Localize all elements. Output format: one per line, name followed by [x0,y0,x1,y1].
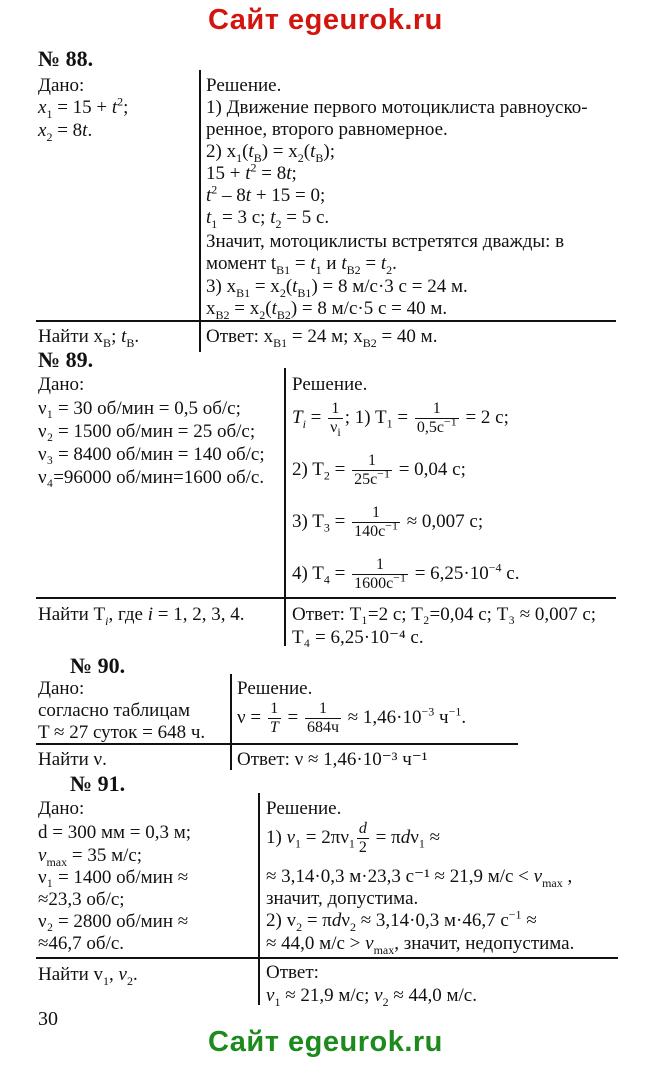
p89-sol-T4: 4) $T_4$ = $\frac{1}{1600c^{-1}}$ = $6,25\cdot 10^{-4}$ с. [292,556,520,592]
p88-find: Найти $x_В$; $t_В$. [38,326,140,350]
p88-sol-line-3: 2) $x_1(t_В) = x_2(t_В)$; [206,141,335,165]
p90-divider-vertical [230,674,232,770]
p89-find: Найти $T_i$, где i = 1, 2, 3, 4. [38,604,245,628]
p91-sol-line-5: ≈ 44,0 $м/с > v_{max}$, значит, недопустима. [266,933,575,957]
site-footer: Сайт egeurok.ru [208,1026,443,1058]
p88-solution-label: Решение. [206,75,282,96]
p91-sol-line-1: 1) $v_1 = 2\pi\nu_1$ $\frac{d}{2}$ = πdν$_1$ ≈ [266,820,441,856]
p88-divider-vertical [199,70,201,352]
p91-given-5: ν₂ = 2800 об/мин ≈ [38,911,189,932]
p88-sol-line-9: 3) $x_{В1} = x_2(t_{В1}) = 8$ м/с·3 с = 24 м. [206,276,468,300]
p88-divider-horizontal [36,320,616,322]
p90-given-1: согласно таблицам [38,700,190,721]
site-header: Сайт egeurok.ru [208,4,443,36]
p89-given-4: ν₄=96000 об/мин=1600 об/с. [38,467,265,488]
p88-given-2: $x_2 = 8t$. [38,120,93,144]
p91-given-2: $v_{max} = 35$ м/с; [38,845,143,869]
p91-sol-line-3: значит, допустима. [266,888,419,909]
p88-sol-line-7: Значит, мотоциклисты встретятся дважды: в [206,231,565,252]
p89-sol-T3: 3) $T_3$ = $\frac{1}{140c^{-1}}$ ≈ 0,007 с; [292,504,484,540]
p91-divider-horizontal [36,957,618,959]
p89-given-label: Дано: [38,374,85,395]
p89-given-2: ν₂ = 1500 об/мин = 25 об/с; [38,421,256,442]
p90-given-label: Дано: [38,678,85,699]
p89-divider-vertical [284,368,286,646]
p89-given-3: ν₃ = 8400 об/мин = 140 об/с; [38,444,265,465]
p89-solution-label: Решение. [292,374,368,395]
p91-given-3: ν₁ = 1400 об/мин ≈ [38,867,189,888]
p89-sol-T2: 2) $T_2$ = $\frac{1}{25c^{-1}}$ = 0,04 с; [292,452,466,488]
p88-sol-line-10: $x_{В2} = x_2(t_{В2}) = 8$ м/с·5 с = 40 м. [206,298,448,322]
p88-sol-line-5: $t^2 - 8t + 15 = 0$; [206,182,326,206]
p89-sol-T1: $T_i$ = $\frac{1}{\nu_i}$ ; 1) $T_1$ = $\frac{1}{0,5c^{-1}}$ = 2 с; [292,400,509,440]
problem-91-number: № 91. [70,771,126,796]
p88-sol-line-4: $15 + t^2 = 8t$; [206,160,297,184]
p91-find: Найти $v_1$, $v_2$. [38,964,138,988]
p89-given-1: ν₁ = 30 об/мин = 0,5 об/с; [38,398,241,419]
p90-answer: Ответ: ν ≈ 1,46·10⁻³ ч⁻¹ [237,749,428,770]
p91-answer-label: Ответ: [266,962,319,983]
p91-given-4: ≈23,3 об/с; [38,889,125,910]
p88-sol-line-1: 1) Движение первого мотоциклиста равноуско- [206,97,588,118]
p89-divider-horizontal [36,597,616,599]
p91-divider-vertical [258,793,260,1005]
problem-90-number: № 90. [70,653,126,678]
p88-sol-line-8: момент $t_{В1} = t_1$ и $t_{В2} = t_2$. [206,253,397,277]
p90-find: Найти ν. [38,749,107,770]
p90-divider-horizontal [36,743,518,745]
problem-88-number: № 88. [38,46,94,71]
p90-given-2: T ≈ 27 суток = 648 ч. [38,722,206,743]
p89-answer-1: Ответ: T₁=2 с; T₂=0,04 с; T₃ ≈ 0,007 с; [292,604,597,625]
p91-answer: $v_1 \approx 21,9$ м/с; $v_2 \approx 44,0$ м/с. [266,985,477,1009]
p88-sol-line-6: $t_1 = 3$ с; $t_2 = 5$ с. [206,207,330,231]
p91-sol-line-4: 2) $v_2 = \pi d\nu_2 \approx 3,14\cdot 0,3$ м·46,7 $с^{-1}$ ≈ [266,907,537,934]
problem-89-number: № 89. [38,347,94,372]
p88-given-1: $x_1 = 15 + t^2$; [38,94,129,121]
p89-answer-2: T₄ = 6,25·10⁻⁴ с. [292,627,424,648]
p88-given-label: Дано: [38,75,85,96]
p91-given-6: ≈46,7 об/с. [38,933,125,954]
p91-given-1: d = 300 мм = 0,3 м; [38,822,192,843]
p91-solution-label: Решение. [266,798,342,819]
p91-sol-line-2: ≈ 3,14·0,3 м·23,3 с⁻¹ ≈ 21,9 $м/с < v_{max}$ , [266,866,573,890]
p88-answer: Ответ: $x_{В1} = 24$ м; $x_{В2} = 40$ м. [206,326,438,350]
p90-sol-formula: ν = $\frac{1}{T}$ = $\frac{1}{684ч}$ ≈ $1,46\cdot 10^{-3}$ $ч^{-1}$. [237,700,467,736]
p90-solution-label: Решение. [237,678,313,699]
p88-sol-line-2: ренное, второго равномерное. [206,119,448,140]
page-number: 30 [38,1008,58,1030]
p91-given-label: Дано: [38,798,85,819]
